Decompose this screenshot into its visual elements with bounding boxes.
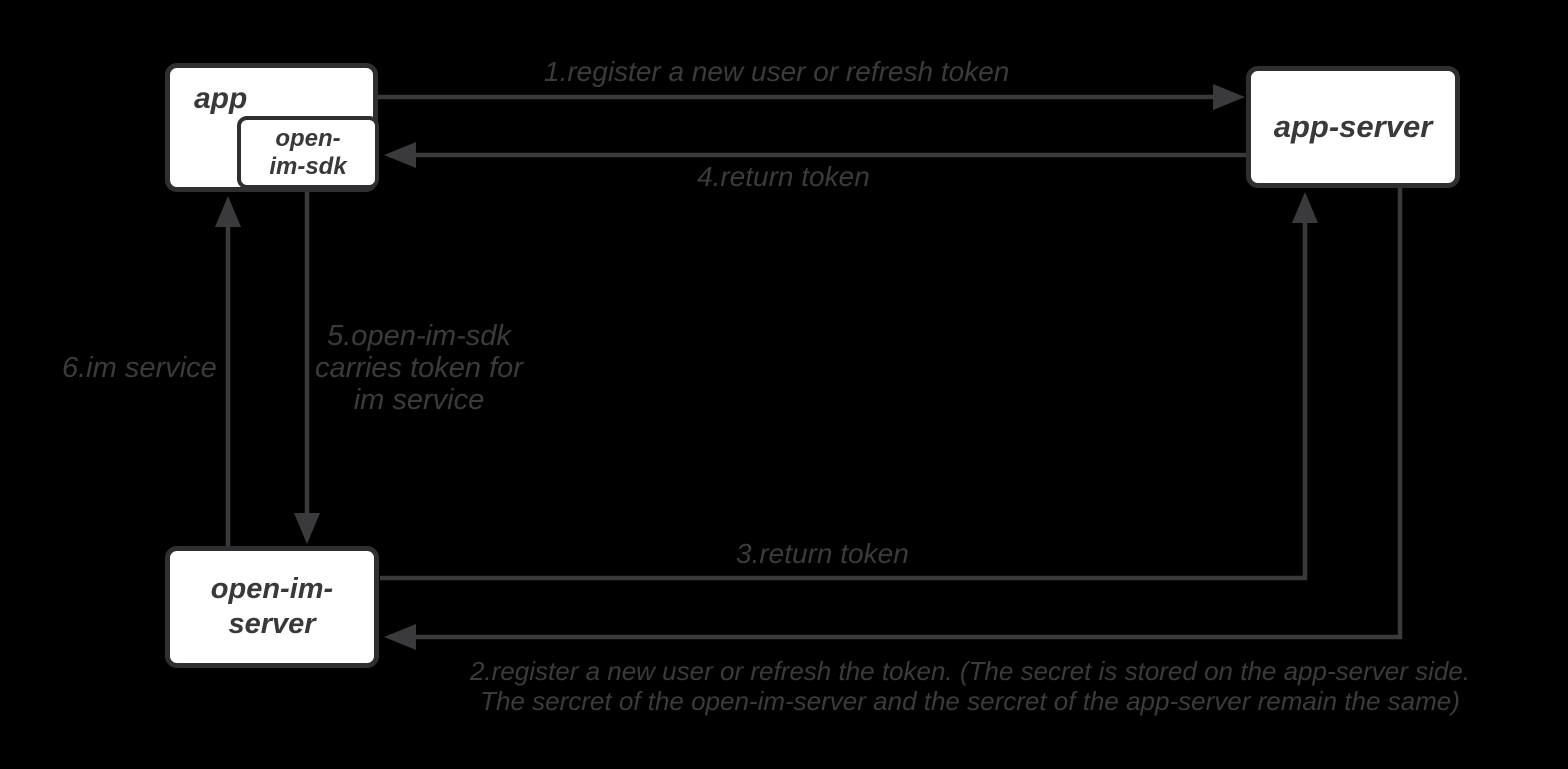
edge-1-label: 1.register a new user or refresh token <box>544 56 1010 87</box>
edge-4-label: 4.return token <box>697 161 870 192</box>
arrowhead-up-icon <box>1292 192 1318 223</box>
node-open-im-server-label-line2: server <box>228 608 316 640</box>
edge-5-label-line1: 5.open-im-sdk <box>327 320 511 352</box>
arrowhead-right-icon <box>1213 84 1245 110</box>
node-open-im-server <box>165 546 379 668</box>
node-open-im-server-label-line1: open-im- <box>210 573 334 605</box>
node-app-server <box>1246 66 1460 188</box>
edge-5-label-line2: carries token for <box>315 352 523 384</box>
edge-2-register-token-arrow <box>384 188 1400 650</box>
edge-2-label-line2: The sercret of the open-im-server and the sercret of the app-server remain the same) <box>480 686 1460 716</box>
edge-2-label-line1: 2.register a new user or refresh the token. (The secret is stored on the app-server side. <box>469 656 1471 686</box>
edge-3-label: 3.return token <box>736 538 909 569</box>
edge-6-im-service-arrow <box>215 196 241 546</box>
node-open-im-sdk-label-line1: open- <box>275 124 341 152</box>
edge-5-label <box>310 320 528 416</box>
node-app-server-label: app-server <box>1273 109 1433 144</box>
node-open-im-sdk <box>237 116 379 189</box>
arrowhead-left-icon <box>384 624 416 650</box>
edge-6-label: 6.im service <box>62 352 217 384</box>
edge-5-label-line3: im service <box>353 384 485 416</box>
arrowhead-down-icon <box>294 513 320 544</box>
node-app-label: app <box>194 82 248 115</box>
edge-2-label <box>380 656 1560 716</box>
arrowhead-up-icon <box>215 196 241 227</box>
arrowhead-left-icon <box>384 142 416 168</box>
node-open-im-sdk-label-line2: im-sdk <box>269 152 347 180</box>
